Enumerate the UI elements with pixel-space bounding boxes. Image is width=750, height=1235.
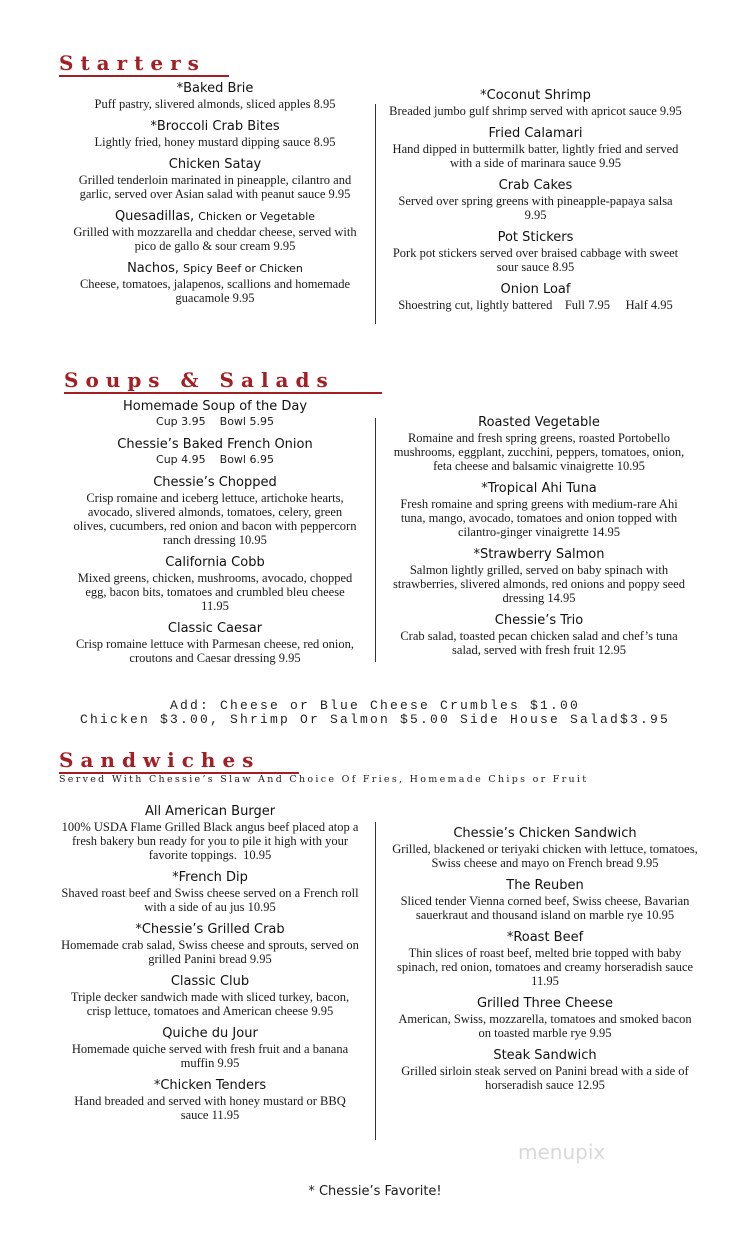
menu-item-name: All American Burger — [144, 804, 276, 819]
favorite-note: * Chessie’s Favorite! — [308, 1184, 442, 1199]
menu-item-description: Shoestring cut, lightly battered Full 7.95 Half 4.95 — [398, 298, 673, 312]
add-ons-line-1: Add: Cheese or Blue Cheese Crumbles $1.00 — [169, 698, 581, 713]
menu-item-description: Hand breaded and served with honey mustard or BBQ sauce 11.95 — [74, 1094, 349, 1122]
menu-item-option: Spicy Beef or Chicken — [183, 262, 303, 275]
menu-item-name: *Chicken Tenders — [153, 1078, 267, 1093]
menu-item-name: Roasted Vegetable — [478, 415, 600, 430]
starters-left-column — [70, 80, 360, 312]
menu-item-name: California Cobb — [165, 555, 265, 570]
menu-item — [388, 177, 683, 222]
menu-item-name: *Broccoli Crab Bites — [150, 119, 280, 134]
menu-item — [70, 436, 360, 467]
sandwiches-title: Sandwiches — [59, 749, 299, 774]
menu-item — [60, 803, 360, 862]
menu-item-name: *Tropical Ahi Tuna — [481, 481, 597, 496]
menu-item — [392, 414, 686, 473]
menu-item — [70, 118, 360, 149]
menu-item-name: Crab Cakes — [498, 178, 573, 193]
menu-item — [392, 480, 686, 539]
menu-item-name: Onion Loaf — [500, 282, 571, 297]
soups-left-column — [70, 398, 360, 672]
menu-item-name: Homemade Soup of the Day — [122, 399, 308, 414]
menu-item-description: Crisp romaine lettuce with Parmesan cheese, red onion, croutons and Caesar dressing 9.95 — [75, 637, 358, 665]
sandwiches-left-column — [60, 803, 363, 1129]
menu-item-name: Chicken Satay — [168, 157, 262, 172]
menu-item — [60, 1077, 360, 1122]
menu-item-description: Served over spring greens with pineapple-papaya salsa 9.95 — [398, 194, 676, 222]
menu-item — [70, 80, 360, 111]
menu-item-price: Cup 3.95 Bowl 5.95 — [156, 415, 274, 428]
menu-item-description: Fresh romaine and spring greens with medium-rare Ahi tuna, mango, avocado, tomatoes and onion topped with cilantro-ginger vinaigrette 14.95 — [400, 497, 681, 539]
menu-item — [60, 921, 363, 966]
sandwiches-right-column — [392, 825, 701, 1099]
menu-item — [70, 554, 360, 613]
menu-item-description: Grilled sirloin steak served on Panini bread with a side of horseradish sauce 12.95 — [401, 1064, 692, 1092]
menu-item-description: Grilled, blackened or teriyaki chicken with lettuce, tomatoes, Swiss cheese and mayo on French bread 9.95 — [392, 842, 701, 870]
menu-item — [392, 612, 686, 657]
sandwiches-divider — [375, 822, 376, 1140]
menu-item-description: Crisp romaine and iceberg lettuce, artichoke hearts, avocado, slivered almonds, tomatoes, celery, green olives, cucumbers, red onion and bacon with peppercorn ranch dressing 10.95 — [73, 491, 360, 547]
soups-right-column — [392, 414, 689, 664]
menu-item-description: American, Swiss, mozzarella, tomatoes and smoked bacon on toasted marble rye 9.95 — [398, 1012, 695, 1040]
menu-item — [392, 546, 689, 605]
menu-item — [388, 281, 683, 312]
menu-item-name: *Strawberry Salmon — [473, 547, 605, 562]
menu-item-name: Classic Club — [170, 974, 250, 989]
menu-item — [388, 229, 683, 274]
menu-item-description: Romaine and fresh spring greens, roasted Portobello mushrooms, eggplant, zucchini, peppers, tomatoes, onion, feta cheese and balsamic vinaigrette 10.95 — [393, 431, 688, 473]
menu-item — [70, 620, 360, 665]
menu-item — [70, 156, 360, 201]
menu-item-description: 100% USDA Flame Grilled Black angus beef placed atop a fresh bakery bun ready for you to pile it high with your favorite toppings. 10.95 — [61, 820, 362, 862]
menu-item-name: Chessie’s Chicken Sandwich — [453, 826, 637, 841]
menu-item — [392, 1047, 698, 1092]
menu-item-option: Chicken or Vegetable — [198, 210, 316, 223]
menu-item-name: Grilled Three Cheese — [476, 996, 614, 1011]
soups-divider — [375, 418, 376, 662]
menu-item — [60, 869, 360, 914]
menu-item-name: Pot Stickers — [497, 230, 574, 245]
menu-item-description: Mixed greens, chicken, mushrooms, avocado, chopped egg, bacon bits, tomatoes and crumbled bleu cheese 11.95 — [77, 571, 356, 613]
menu-item-description: Crab salad, toasted pecan chicken salad and chef’s tuna salad, served with fresh fruit 12.95 — [400, 629, 681, 657]
menu-item — [60, 1025, 360, 1070]
menu-item — [392, 877, 698, 922]
menu-item — [392, 995, 698, 1040]
menu-item — [388, 87, 683, 118]
menu-item — [70, 474, 360, 547]
menu-item-name: Chessie’s Baked French Onion — [117, 437, 313, 452]
menu-item — [392, 825, 701, 870]
menu-item-description: Salmon lightly grilled, served on baby spinach with strawberries, slivered almonds, red onions and poppy seed dressing 14.95 — [393, 563, 689, 605]
menu-item — [70, 260, 360, 305]
menu-item-description: Homemade crab salad, Swiss cheese and sprouts, served on grilled Panini bread 9.95 — [61, 938, 363, 966]
menu-item-name: *Chessie’s Grilled Crab — [135, 922, 285, 937]
menu-item-name: *Roast Beef — [506, 930, 584, 945]
menu-item-description: Shaved roast beef and Swiss cheese served on a French roll with a side of au jus 10.95 — [61, 886, 362, 914]
menu-item-description: Grilled with mozzarella and cheddar cheese, served with pico de gallo & sour cream 9.95 — [73, 225, 360, 253]
menu-item-name: Quesadillas, Chicken or Vegetable — [114, 209, 316, 224]
menu-item — [60, 973, 360, 1018]
soups-salads-title: Soups & Salads — [64, 369, 382, 394]
menu-item-price: Cup 4.95 Bowl 6.95 — [156, 453, 274, 466]
starters-right-column — [388, 87, 683, 319]
menu-item-description: Triple decker sandwich made with sliced turkey, bacon, crisp lettuce, tomatoes and American cheese 9.95 — [70, 990, 353, 1018]
menu-item-name: Steak Sandwich — [493, 1048, 597, 1063]
menu-item-description: Sliced tender Vienna corned beef, Swiss cheese, Bavarian sauerkraut and thousand island on marble rye 10.95 — [400, 894, 693, 922]
menu-item-description: Hand dipped in buttermilk batter, lightly fried and served with a side of marinara sauce 9.95 — [392, 142, 682, 170]
menu-item-name: Fried Calamari — [488, 126, 583, 141]
starters-divider — [375, 104, 376, 324]
menu-item-description: Lightly fried, honey mustard dipping sauce 8.95 — [94, 135, 336, 149]
menu-item-description: Grilled tenderloin marinated in pineapple, cilantro and garlic, served over Asian salad with peanut sauce 9.95 — [78, 173, 355, 201]
watermark-logo: menupix — [518, 1140, 606, 1164]
menu-item — [70, 208, 360, 253]
menu-item-description: Puff pastry, slivered almonds, sliced apples 8.95 — [94, 97, 336, 111]
add-ons-line-2: Chicken $3.00, Shrimp Or Salmon $5.00 Side House Salad$3.95 — [79, 712, 671, 727]
menu-item-name: *French Dip — [172, 870, 248, 885]
menu-item-name: Chessie’s Chopped — [153, 475, 277, 490]
menu-item-name: *Baked Brie — [176, 81, 254, 96]
menu-item-name: Classic Caesar — [167, 621, 263, 636]
menu-item-description: Cheese, tomatoes, jalapenos, scallions and homemade guacamole 9.95 — [79, 277, 354, 305]
sandwiches-subtitle: Served With Chessie’s Slaw And Choice Of Fries, Homemade Chips or Fruit — [59, 774, 589, 785]
menu-item-name: Nachos, Spicy Beef or Chicken — [127, 261, 303, 276]
menu-item-name: The Reuben — [506, 878, 584, 893]
menu-item-description: Homemade quiche served with fresh fruit and a banana muffin 9.95 — [71, 1042, 352, 1070]
menu-item — [392, 929, 698, 988]
menu-item-name: Chessie’s Trio — [494, 613, 584, 628]
menu-item-description: Pork pot stickers served over braised cabbage with sweet sour sauce 8.95 — [392, 246, 682, 274]
menu-item-name: Quiche du Jour — [162, 1026, 258, 1041]
menu-item-description: Breaded jumbo gulf shrimp served with apricot sauce 9.95 — [389, 104, 682, 118]
menu-item-name: *Coconut Shrimp — [480, 88, 591, 103]
menu-item-description: Thin slices of roast beef, melted brie topped with baby spinach, red onion, tomatoes and creamy horseradish sauce 11.95 — [396, 946, 697, 988]
starters-title: Starters — [59, 52, 229, 77]
menu-item — [70, 398, 360, 429]
menu-item — [388, 125, 683, 170]
